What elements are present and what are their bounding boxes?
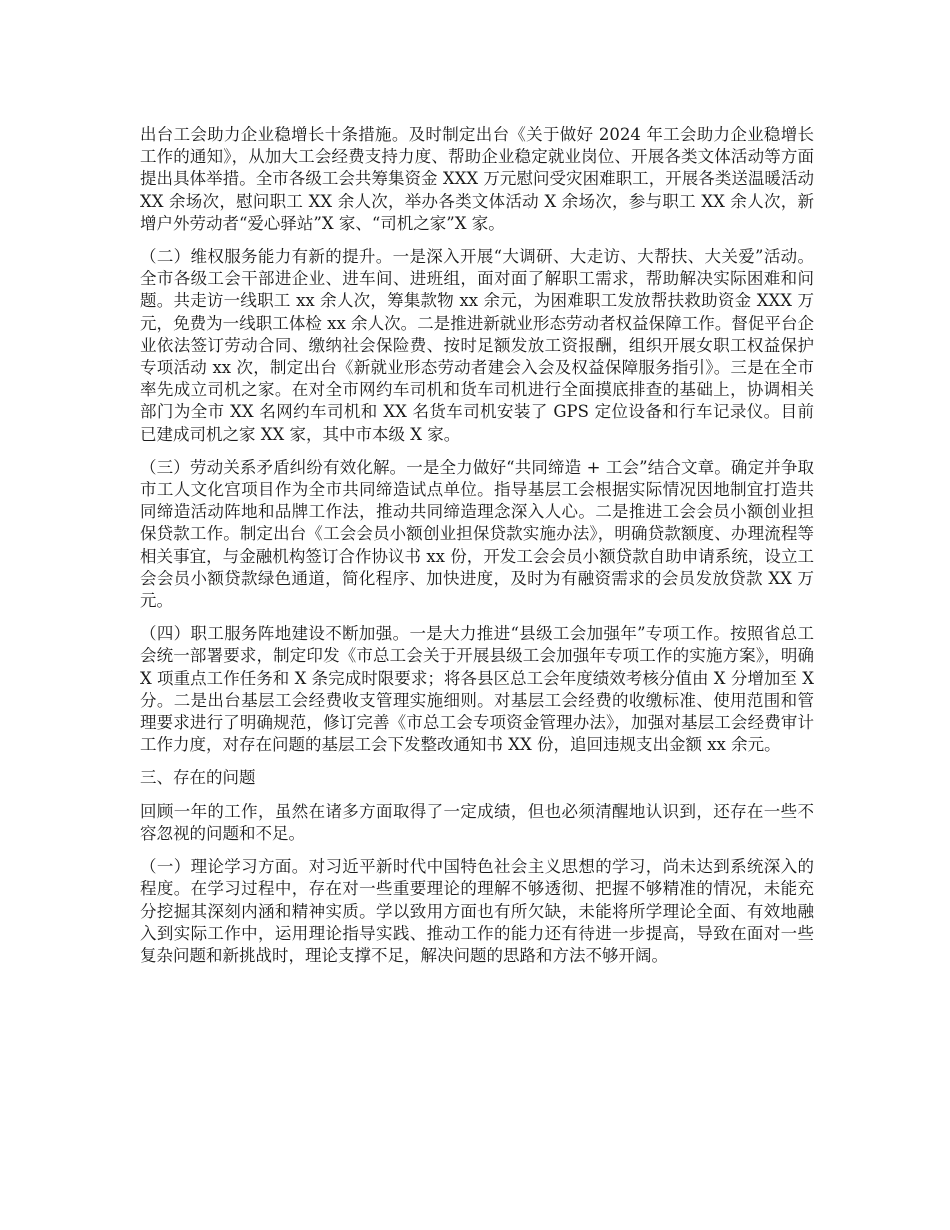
paragraph-worker-support-measures: 出台工会助力企业稳增长十条措施。及时制定出台《关于做好 2024 年工会助力企业稳增长工作的通知》，从加大工会经费支持力度、帮助企业稳定就业岗位、开展各类文体活动等方面提出具体举措。全市各级工会共筹集资金 XXX 万元慰问受灾困难职工，开展各类送温暖活动 XX 余场次，慰问职工 XX 余人次，举办各类文体活动 X 余场次，参与职工 XX 余人次，新增户外劳动者“爱心驿站”X 家、“司机之家”X 家。 — [140, 125, 814, 233]
paragraph-rights-service: （二）维权服务能力有新的提升。一是深入开展“大调研、大走访、大帮扶、大关爱”活动。全市各级工会干部进企业、进车间、进班组，面对面了解职工需求，帮助解决实际困难和问题。共走访一线职工 xx 余人次，筹集款物 xx 余元，为困难职工发放帮扶救助资金 XXX 万元，免费为一线职工体检 xx 余人次。二是推进新就业形态劳动者权益保障工作。督促平台企业依法签订劳动合同、缴纳社会保险费、按时足额发放工资报酬，组织开展女职工权益保护专项活动 xx 次，制定出台《新就业形态劳动者建会入会及权益保障服务指引》。三是在全市率先成立司机之家。在对全市网约车司机和货车司机进行全面摸底排查的基础上，协调相关部门为全市 XX 名网约车司机和 XX 名货车司机安装了 GPS 定位设备和行车记录仪。目前已建成司机之家 XX 家，其中市本级 X 家。 — [140, 247, 814, 444]
paragraph-theory-study: （一）理论学习方面。对习近平新时代中国特色社会主义思想的学习，尚未达到系统深入的程度。在学习过程中，存在对一些重要理论的理解不够透彻、把握不够精准的情况，未能充分挖掘其深刻内涵和精神实质。学以致用方面也有所欠缺，未能将所学理论全面、有效地融入到实际工作中，运用理论指导实践、推动工作的能力还有待进一步提高，导致在面对一些复杂问题和新挑战时，理论支撑不足，解决问题的思路和方法不够开阔。 — [140, 857, 814, 965]
document-page — [140, 124, 814, 978]
paragraph-review: 回顾一年的工作，虽然在诸多方面取得了一定成绩，但也必须清醒地认识到，还存在一些不容忽视的问题和不足。 — [140, 801, 814, 843]
section-heading-problems: 三、存在的问题 — [140, 768, 256, 788]
paragraph-service-positions: （四）职工服务阵地建设不断加强。一是大力推进“县级工会加强年”专项工作。按照省总工会统一部署要求，制定印发《市总工会关于开展县级工会加强年专项工作的实施方案》，明确 X 项重点工作任务和 X 条完成时限要求；将各县区总工会年度绩效考核分值由 X 分增加至 X 分。二是出台基层工会经费收支管理实施细则。对基层工会经费的收缴标准、使用范围和管理要求进行了明确规范，修订完善《市总工会专项资金管理办法》，加强对基层工会经费审计工作力度，对存在问题的基层工会下发整改通知书 XX 份，追回违规支出金额 xx 余元。 — [140, 624, 814, 755]
paragraph-labor-disputes: （三）劳动关系矛盾纠纷有效化解。一是全力做好“共同缔造 + 工会”结合文章。确定并争取市工人文化宫项目作为全市共同缔造试点单位。指导基层工会根据实际情况因地制宜打造共同缔造活动阵地和品牌工作法，推动共同缔造理念深入人心。二是推进工会会员小额创业担保贷款工作。制定出台《工会会员小额创业担保贷款实施办法》，明确贷款额度、办理流程等相关事宜，与金融机构签订合作协议书 xx 份，开发工会会员小额贷款自助申请系统，设立工会会员小额贷款绿色通道，简化程序、加快进度，及时为有融资需求的会员发放贷款 XX 万元。 — [140, 457, 814, 611]
